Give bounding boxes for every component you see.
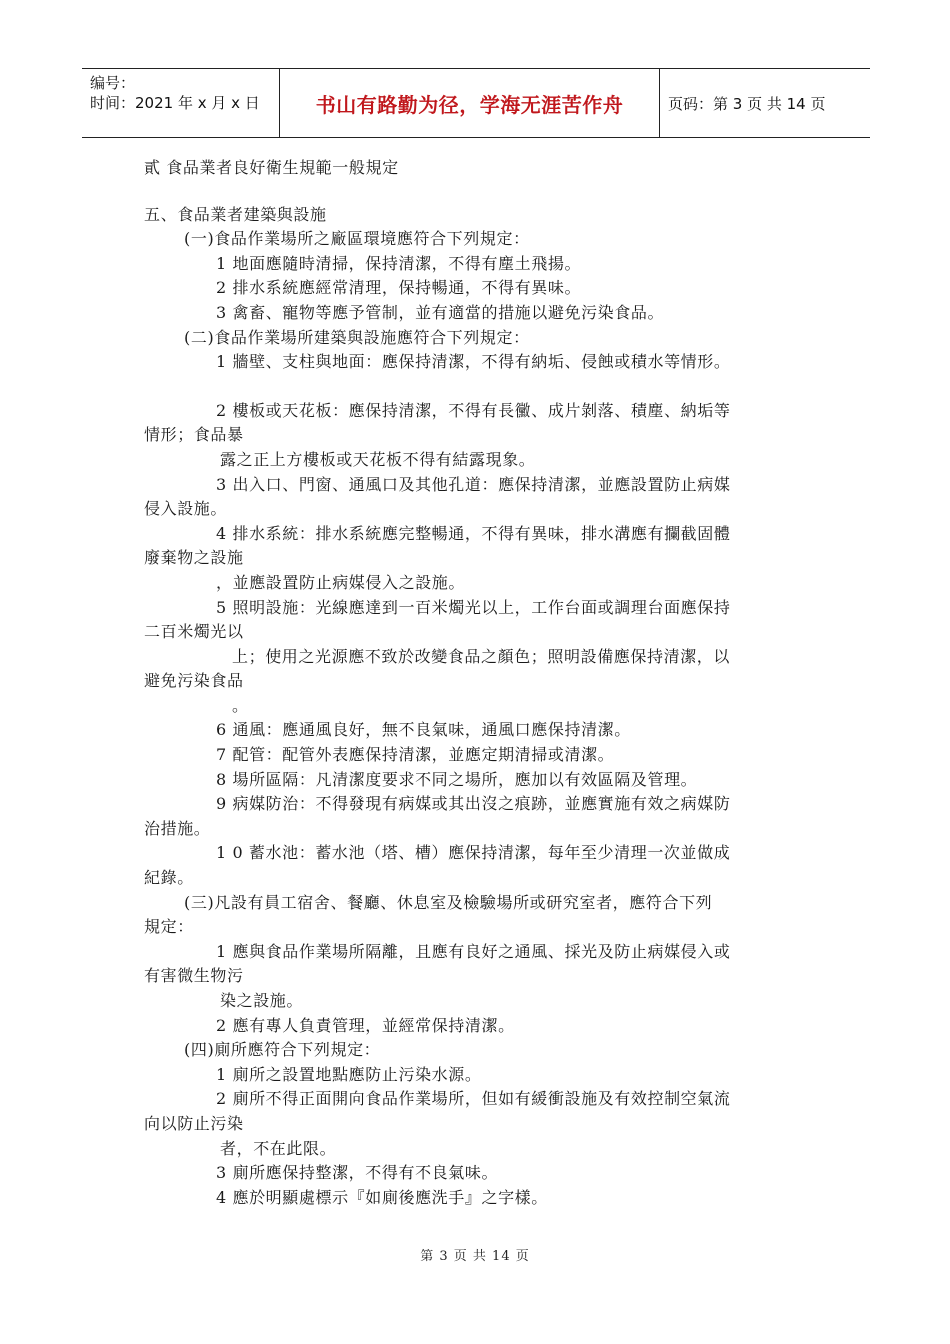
list-item-continuation: 露之正上方樓板或天花板不得有結露現象。 [220,449,536,469]
header-page-info [660,69,870,137]
list-item: 1 牆壁、支柱與地面：應保持清潔，不得有納垢、侵蝕或積水等情形。 [216,352,731,372]
footer-page-number: 第 3 页 共 14 页 [420,1249,530,1264]
list-item-continuation: 上；使用之光源應不致於改變食品之顏色；照明設備應保持清潔，以 [232,646,731,666]
list-item: 2 樓板或天花板：應保持清潔，不得有長黴、成片剝落、積塵、納垢等 [216,400,731,420]
list-item-continuation: ，並應設置防止病媒侵入之設施。 [216,572,466,592]
list-item-continuation: 治措施。 [144,818,211,838]
list-item: 4 應於明顯處標示『如廁後應洗手』之字樣。 [216,1187,548,1207]
list-item: 6 通風：應通風良好，無不良氣味，通風口應保持清潔。 [216,720,631,740]
list-item: 8 場所區隔：凡清潔度要求不同之場所，應加以有效區隔及管理。 [216,769,698,789]
subsection-heading: (四)廁所應符合下列規定： [184,1040,381,1060]
list-item-continuation: 紀錄。 [144,868,194,888]
list-item: 2 排水系統應經常清理，保持暢通，不得有異味。 [216,278,582,298]
list-item: 1 廁所之設置地點應防止污染水源。 [216,1064,482,1084]
list-item-continuation: 者，不在此限。 [220,1138,337,1158]
page-number-label: 页码：第 3 页 共 14 页 [668,94,826,113]
list-item: 2 廁所不得正面開向食品作業場所，但如有緩衝設施及有效控制空氣流 [216,1089,731,1109]
document-number-label: 编号： [90,74,136,92]
list-item: 9 病媒防治：不得發現有病媒或其出沒之痕跡，並應實施有效之病媒防 [216,794,731,814]
list-item-continuation: 。 [232,695,249,715]
header-meta [82,69,280,137]
list-item: 4 排水系統：排水系統應完整暢通，不得有異味，排水溝應有攔截固體 [216,523,731,543]
list-item-continuation: 染之設施。 [220,991,304,1010]
list-item: 7 配管：配管外表應保持清潔，並應定期清掃或清潔。 [216,745,615,765]
list-item-continuation: 向以防止污染 [144,1113,244,1133]
list-item: 1 地面應隨時清掃，保持清潔，不得有塵土飛揚。 [216,253,582,273]
list-item-continuation: 二百米燭光以 [144,622,244,642]
subsection-heading: (二)食品作業場所建築與設施應符合下列規定： [184,327,530,347]
list-item: 5 照明設施：光線應達到一百米燭光以上，工作台面或調理台面應保持 [216,597,731,617]
list-item-continuation: 廢棄物之設施 [144,548,244,568]
list-item: 1 應與食品作業場所隔離，且應有良好之通風、採光及防止病媒侵入或 [216,941,731,961]
list-item: 2 應有專人負責管理，並經常保持清潔。 [216,1015,515,1035]
list-item-continuation: 有害微生物污 [144,966,244,986]
page-footer [0,1245,950,1264]
section-title: 貳 食品業者良好衛生規範一般規定 [144,158,399,177]
document-body [144,156,806,1210]
list-item-continuation: 避免污染食品 [144,671,244,691]
document-date-label: 时间：2021 年 x 月 x 日 [90,94,260,112]
list-item: 1 0 蓄水池：蓄水池（塔、槽）應保持清潔，每年至少清理一次並做成 [216,843,731,863]
chapter-heading: 五、食品業者建築與設施 [144,204,327,224]
list-item: 3 禽畜、寵物等應予管制，並有適當的措施以避免污染食品。 [216,302,665,322]
page-header [82,68,870,138]
subsection-heading-continuation: 規定： [144,917,194,937]
subsection-heading: (三)凡設有員工宿舍、餐廳、休息室及檢驗場所或研究室者，應符合下列 [184,892,713,912]
list-item-continuation: 情形；食品暴 [144,425,244,445]
list-item: 3 廁所應保持整潔，不得有不良氣味。 [216,1163,499,1183]
subsection-heading: (一)食品作業場所之廠區環境應符合下列規定： [184,229,530,249]
header-motto [280,69,660,137]
list-item: 3 出入口、門窗、通風口及其他孔道：應保持清潔，並應設置防止病媒 [216,474,731,494]
list-item-continuation: 侵入設施。 [144,499,228,519]
motto-text: 书山有路勤为径，学海无涯苦作舟 [315,92,624,117]
